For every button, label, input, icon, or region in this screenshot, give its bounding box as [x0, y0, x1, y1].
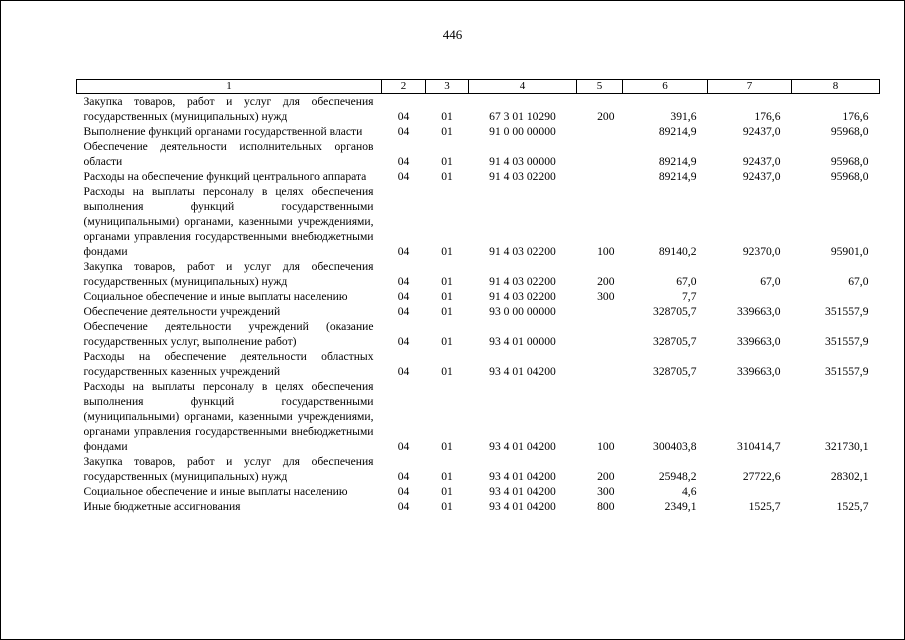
table-cell: 04: [397, 335, 410, 348]
table-header-row: [77, 80, 880, 94]
table-cell: 01: [441, 110, 453, 123]
column-header: 5: [577, 80, 623, 94]
table-cell: 95901,0: [830, 245, 869, 258]
table-cell: 95968,0: [830, 155, 869, 168]
table-cell: 01: [441, 125, 453, 138]
table-cell: [577, 124, 623, 139]
column-header: 1: [77, 80, 382, 94]
table-cell: [577, 139, 623, 169]
column-header: 3: [426, 80, 469, 94]
table-cell: 04: [397, 170, 410, 183]
table-cell: Социальное обеспечение и иные выплаты населению: [83, 485, 348, 498]
table-cell: Расходы на обеспечение функций центрального аппарата: [83, 170, 367, 183]
table-cell: 91 4 03 02200: [489, 245, 556, 258]
column-header: 2: [382, 80, 426, 94]
table-cell: 351557,9: [825, 365, 869, 378]
table-cell: 89214,9: [658, 170, 697, 183]
table-cell: 28302,1: [830, 470, 869, 483]
table-row: [77, 94, 880, 125]
table-cell: 67,0: [848, 275, 869, 288]
table-cell: 4,6: [682, 485, 697, 498]
table-cell: 01: [441, 305, 453, 318]
table-cell: 67 3 01 10290: [489, 110, 556, 123]
table-cell: [577, 319, 623, 349]
table-cell: 91 4 03 02200: [489, 290, 556, 303]
table-cell: Обеспечение деятельности учреждений (оказание государственных услуг, выполнение работ): [83, 320, 374, 348]
table-cell: 339663,0: [737, 335, 781, 348]
table-cell: 01: [441, 485, 453, 498]
table-cell: 339663,0: [737, 305, 781, 318]
table-cell: 01: [441, 500, 453, 513]
table-cell: 04: [397, 155, 410, 168]
column-header: 7: [708, 80, 792, 94]
table-cell: 04: [397, 365, 410, 378]
table-cell: 04: [397, 305, 410, 318]
table-cell: [792, 484, 880, 499]
table-cell: 321730,1: [825, 440, 869, 453]
table-row: [77, 139, 880, 169]
table-cell: 27722,6: [742, 470, 781, 483]
table-cell: 93 4 01 04200: [489, 365, 556, 378]
table-cell: [577, 349, 623, 379]
table-row: [77, 484, 880, 499]
table-cell: Расходы на выплаты персоналу в целях обеспечения выполнения функций государственными (муниципальными) органами, казенными учреждениями, органами управления государственными внебюджетными фондами: [83, 380, 374, 453]
table-cell: 91 0 00 00000: [489, 125, 556, 138]
table-cell: 300403,8: [653, 440, 697, 453]
table-cell: 01: [441, 335, 453, 348]
table-cell: [577, 169, 623, 184]
table-cell: Выполнение функций органами государственной власти: [83, 125, 363, 138]
table-body: [77, 94, 880, 515]
table-cell: Социальное обеспечение и иные выплаты населению: [83, 290, 348, 303]
table-cell: 95968,0: [830, 170, 869, 183]
table-cell: 01: [441, 440, 453, 453]
table-cell: 300: [597, 485, 615, 498]
table-cell: 2349,1: [664, 500, 697, 513]
table-cell: 04: [397, 125, 410, 138]
table-row: [77, 349, 880, 379]
table-cell: 300: [597, 290, 615, 303]
table-cell: 89214,9: [658, 155, 697, 168]
table-cell: 92437,0: [742, 125, 781, 138]
table-cell: 200: [597, 275, 615, 288]
table-cell: 01: [441, 470, 453, 483]
table-cell: 95968,0: [830, 125, 869, 138]
table-cell: 328705,7: [653, 305, 697, 318]
table-cell: 200: [597, 470, 615, 483]
table-cell: 91 4 03 02200: [489, 170, 556, 183]
table-cell: 92437,0: [742, 170, 781, 183]
table-cell: 93 0 00 00000: [489, 305, 556, 318]
table-cell: 7,7: [682, 290, 697, 303]
table-cell: 04: [397, 290, 410, 303]
table-row: [77, 319, 880, 349]
table-cell: 310414,7: [737, 440, 781, 453]
table-cell: 04: [397, 245, 410, 258]
table-row: [77, 379, 880, 454]
table-cell: 91 4 03 02200: [489, 275, 556, 288]
table-cell: 100: [597, 440, 615, 453]
table-cell: 67,0: [676, 275, 697, 288]
table-cell: 89214,9: [658, 125, 697, 138]
table-header: [77, 80, 880, 94]
table-cell: 01: [441, 275, 453, 288]
table-cell: 351557,9: [825, 335, 869, 348]
column-header: 8: [792, 80, 880, 94]
table-row: [77, 124, 880, 139]
page-number: 446: [442, 27, 463, 42]
table-cell: 01: [441, 170, 453, 183]
table-cell: Обеспечение деятельности учреждений: [83, 305, 281, 318]
table-cell: 100: [597, 245, 615, 258]
table-cell: [708, 484, 792, 499]
table-cell: 200: [597, 110, 615, 123]
table-cell: Закупка товаров, работ и услуг для обеспечения государственных (муниципальных) нужд: [83, 455, 374, 483]
table-cell: Закупка товаров, работ и услуг для обеспечения государственных (муниципальных) нужд: [83, 95, 374, 123]
table-cell: [792, 289, 880, 304]
table-cell: 04: [397, 275, 410, 288]
table-cell: [708, 289, 792, 304]
budget-table: [76, 79, 880, 514]
table-cell: 391,6: [670, 110, 697, 123]
table-cell: 1525,7: [836, 500, 869, 513]
table-row: [77, 259, 880, 289]
table-cell: 01: [441, 365, 453, 378]
table-cell: 01: [441, 245, 453, 258]
table-cell: 04: [397, 440, 410, 453]
table-cell: 93 4 01 00000: [489, 335, 556, 348]
table-cell: Обеспечение деятельности исполнительных органов области: [83, 140, 374, 168]
table-cell: 89140,2: [658, 245, 697, 258]
table-row: [77, 289, 880, 304]
table-cell: [577, 304, 623, 319]
table-cell: 04: [397, 485, 410, 498]
table-row: [77, 184, 880, 259]
table-cell: 176,6: [754, 110, 781, 123]
table-row: [77, 169, 880, 184]
table-cell: 92437,0: [742, 155, 781, 168]
column-header: 6: [623, 80, 708, 94]
table-cell: 67,0: [760, 275, 781, 288]
table-cell: 328705,7: [653, 335, 697, 348]
table-cell: 328705,7: [653, 365, 697, 378]
table-cell: Расходы на выплаты персоналу в целях обеспечения выполнения функций государственными (муниципальными) органами, казенными учреждениями, органами управления государственными внебюджетными фондами: [83, 185, 374, 258]
table-cell: Иные бюджетные ассигнования: [83, 500, 241, 513]
table-cell: Расходы на обеспечение деятельности областных государственных казенных учреждений: [83, 350, 374, 378]
column-header: 4: [469, 80, 577, 94]
table-cell: 93 4 01 04200: [489, 500, 556, 513]
table-cell: 01: [441, 290, 453, 303]
table-row: [77, 454, 880, 484]
table-cell: 04: [397, 470, 410, 483]
table-cell: 93 4 01 04200: [489, 470, 556, 483]
table-cell: 93 4 01 04200: [489, 440, 556, 453]
table-cell: 1525,7: [748, 500, 781, 513]
table-cell: 93 4 01 04200: [489, 485, 556, 498]
table-cell: 351557,9: [825, 305, 869, 318]
table-cell: 91 4 03 00000: [489, 155, 556, 168]
table-cell: 339663,0: [737, 365, 781, 378]
table-cell: 01: [441, 155, 453, 168]
table-cell: Закупка товаров, работ и услуг для обеспечения государственных (муниципальных) нужд: [83, 260, 374, 288]
table-cell: 176,6: [842, 110, 869, 123]
table-cell: 800: [597, 500, 615, 513]
table-row: [77, 304, 880, 319]
table-cell: 04: [397, 110, 410, 123]
table-cell: 25948,2: [658, 470, 697, 483]
table-row: [77, 499, 880, 514]
table-cell: 04: [397, 500, 410, 513]
table-cell: 92370,0: [742, 245, 781, 258]
